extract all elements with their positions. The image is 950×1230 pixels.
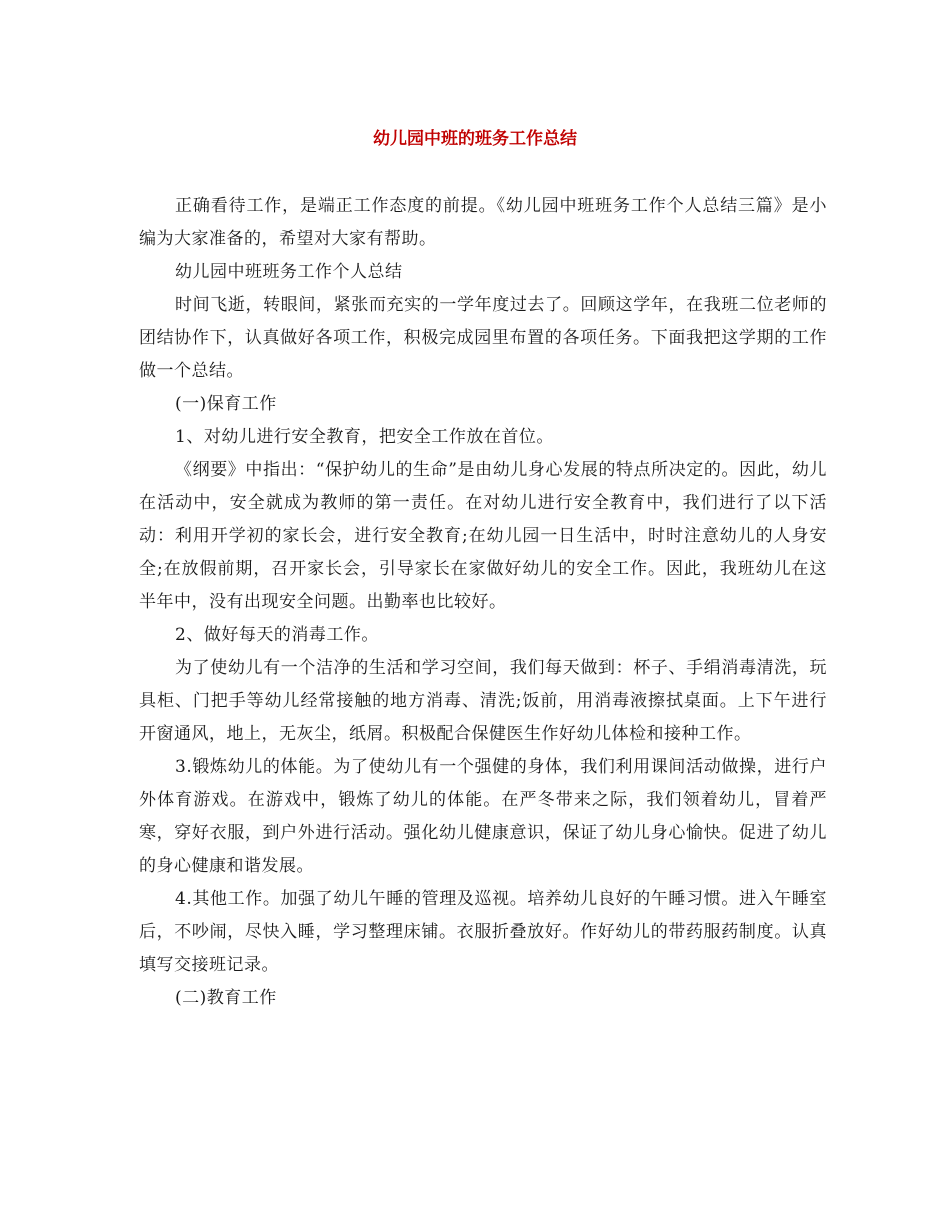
paragraph-physical: 3.锻炼幼儿的体能。为了使幼儿有一个强健的身体，我们利用课间活动做操，进行户外体育游戏。在游戏中，锻炼了幼儿的体能。在严冬带来之际，我们领着幼儿，冒着严寒，穿好衣服，到户外进行活动。强化幼儿健康意识，保证了幼儿身心愉快。促进了幼儿的身心健康和谐发展。	[139, 757, 827, 876]
document-title: 幼儿园中班的班务工作总结	[373, 129, 577, 149]
paragraph-disinfection: 为了使幼儿有一个洁净的生活和学习空间，我们每天做到：杯子、手绢消毒清洗，玩具柜、门把手等幼儿经常接触的地方消毒、清洗;饭前，用消毒液擦拭桌面。上下午进行开窗通风，地上，无灰尘，纸屑。积极配合保健医生作好幼儿体检和接种工作。	[139, 658, 827, 744]
item-heading-safety: 1、对幼儿进行安全教育，把安全工作放在首位。	[175, 427, 554, 447]
paragraph-other-work: 4.其他工作。加强了幼儿午睡的管理及巡视。培养幼儿良好的午睡习惯。进入午睡室后，不吵闹，尽快入睡，学习整理床铺。衣服折叠放好。作好幼儿的带药服药制度。认真填写交接班记录。	[139, 889, 827, 975]
paragraph-subtitle: 幼儿园中班班务工作个人总结	[175, 262, 403, 282]
document-body	[139, 190, 827, 1015]
paragraph-overview: 时间飞逝，转眼间，紧张而充实的一学年度过去了。回顾这学年，在我班二位老师的团结协作下，认真做好各项工作，积极完成园里布置的各项任务。下面我把这学期的工作做一个总结。	[139, 295, 827, 381]
item-heading-disinfection: 2、做好每天的消毒工作。	[175, 625, 379, 645]
paragraph-safety: 《纲要》中指出：“保护幼儿的生命”是由幼儿身心发展的特点所决定的。因此，幼儿在活动中，安全就成为教师的第一责任。在对幼儿进行安全教育中，我们进行了以下活动：利用开学初的家长会，进行安全教育;在幼儿园一日生活中，时时注意幼儿的人身安全;在放假前期，召开家长会，引导家长在家做好幼儿的安全工作。因此，我班幼儿在这半年中，没有出现安全问题。出勤率也比较好。	[139, 460, 827, 612]
section-heading-care: (一)保育工作	[175, 394, 277, 414]
paragraph-intro: 正确看待工作，是端正工作态度的前提。《幼儿园中班班务工作个人总结三篇》是小编为大家准备的，希望对大家有帮助。	[139, 196, 827, 249]
section-heading-education: (二)教育工作	[175, 988, 277, 1008]
